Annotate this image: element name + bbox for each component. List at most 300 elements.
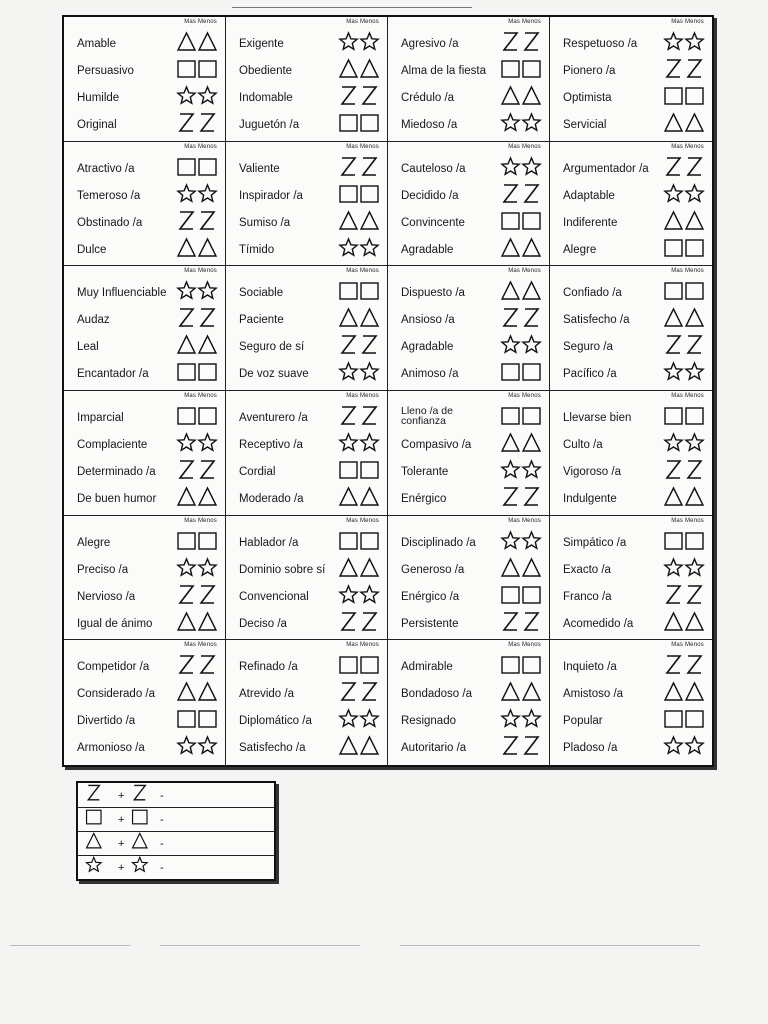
word-group — [550, 17, 712, 141]
question-block — [64, 516, 712, 641]
z-icon[interactable] — [499, 305, 543, 329]
adjective-label: Exacto /a — [563, 563, 611, 576]
question-block — [64, 391, 712, 516]
word-row — [388, 704, 549, 730]
square-icon[interactable] — [499, 652, 543, 676]
word-row — [550, 303, 712, 329]
legend-row — [78, 807, 274, 832]
adjective-label: Encantador /a — [77, 368, 149, 381]
adjective-label: Llevarse bien — [563, 412, 632, 424]
square-icon[interactable] — [499, 56, 543, 80]
mas-menos-header: Mas Menos — [184, 143, 217, 150]
word-row — [64, 553, 225, 579]
z-icon[interactable] — [175, 208, 219, 232]
z-icon[interactable] — [337, 403, 381, 427]
mas-menos-header: Mas Menos — [508, 393, 541, 399]
adjective-label: Diplomático /a — [239, 715, 312, 728]
mas-menos-header: Mas Menos — [671, 19, 704, 25]
word-row — [388, 580, 549, 606]
z-icon[interactable] — [175, 110, 219, 134]
z-icon[interactable] — [499, 29, 543, 53]
square-icon[interactable] — [499, 582, 543, 606]
word-row — [388, 553, 549, 579]
word-row — [388, 428, 549, 454]
word-row — [64, 206, 225, 232]
adjective-label: Sumiso /a — [239, 216, 291, 229]
triangle-icon[interactable] — [662, 609, 706, 633]
mas-menos-header: Mas Menos — [671, 642, 704, 649]
word-row — [226, 357, 387, 383]
word-row — [388, 108, 549, 134]
mas-menos-header: Mas Menos — [671, 268, 704, 275]
adjective-label: Decidido /a — [401, 189, 459, 202]
adjective-label: Convincente — [401, 216, 465, 229]
adjective-label: Animoso /a — [401, 368, 459, 381]
word-row — [64, 650, 225, 676]
svg-text:+: + — [118, 814, 125, 826]
triangle-icon[interactable] — [175, 235, 219, 259]
z-icon[interactable] — [662, 652, 706, 676]
star-icon[interactable] — [499, 457, 543, 481]
word-row — [550, 401, 712, 427]
star-icon[interactable] — [175, 278, 219, 302]
word-row — [64, 677, 225, 703]
word-row — [226, 580, 387, 606]
mas-menos-header: Mas Menos — [184, 19, 217, 25]
adjective-label: Generoso /a — [401, 563, 465, 576]
word-row — [226, 233, 387, 259]
word-row — [226, 428, 387, 454]
triangle-icon[interactable] — [175, 679, 219, 703]
triangle-icon[interactable] — [175, 332, 219, 356]
svg-text:+: + — [118, 862, 125, 874]
adjective-label: Tolerante — [401, 466, 449, 478]
square-icon[interactable] — [175, 528, 219, 552]
triangle-icon[interactable] — [499, 555, 543, 579]
word-row — [64, 704, 225, 730]
word-group — [64, 17, 226, 141]
adjective-label: Vigoroso /a — [563, 466, 621, 478]
adjective-label: Temeroso /a — [77, 189, 141, 202]
adjective-label: Complaciente — [77, 439, 148, 451]
word-row — [64, 401, 225, 427]
adjective-label: Divertido /a — [77, 715, 136, 728]
word-row — [226, 152, 387, 178]
star-icon[interactable] — [499, 706, 543, 730]
word-row — [64, 54, 225, 80]
word-row — [550, 357, 712, 383]
z-icon[interactable] — [175, 305, 219, 329]
mas-menos-header: Mas Menos — [671, 393, 704, 399]
square-icon[interactable] — [337, 457, 381, 481]
legend-row — [78, 831, 274, 856]
adjective-label: Amable — [77, 38, 116, 50]
star-icon[interactable] — [662, 29, 706, 53]
z-icon[interactable] — [337, 154, 381, 178]
word-group — [64, 640, 226, 765]
adjective-label: Disciplinado /a — [401, 536, 476, 549]
z-icon[interactable] — [337, 332, 381, 356]
star-icon[interactable] — [337, 706, 381, 730]
question-block — [64, 142, 712, 267]
word-row — [388, 677, 549, 703]
word-row — [226, 455, 387, 481]
triangle-icon[interactable] — [337, 484, 381, 508]
word-row — [64, 731, 225, 757]
word-group — [550, 391, 712, 515]
z-icon[interactable] — [337, 609, 381, 633]
triangle-icon[interactable] — [662, 679, 706, 703]
star-icon[interactable] — [337, 430, 381, 454]
mas-menos-header: Mas Menos — [184, 517, 217, 524]
word-row — [64, 27, 225, 53]
word-row — [550, 330, 712, 356]
word-row — [388, 206, 549, 232]
triangle-icon[interactable] — [175, 29, 219, 53]
word-row — [388, 650, 549, 676]
square-icon[interactable] — [337, 528, 381, 552]
adjective-label: Indomable — [239, 92, 293, 104]
word-group — [550, 266, 712, 390]
word-row — [388, 152, 549, 178]
word-row — [550, 650, 712, 676]
question-block — [64, 640, 712, 765]
z-icon[interactable] — [337, 679, 381, 703]
adjective-label: Obstinado /a — [77, 216, 143, 229]
word-group — [388, 640, 550, 765]
adjective-label: Seguro de sí — [239, 341, 305, 354]
triangle-icon[interactable] — [175, 484, 219, 508]
z-icon[interactable] — [662, 582, 706, 606]
word-row — [64, 303, 225, 329]
star-icon[interactable] — [337, 359, 381, 383]
word-row — [550, 704, 712, 730]
square-icon[interactable] — [662, 235, 706, 259]
adjective-label: Dominio sobre sí — [239, 563, 326, 576]
mas-menos-header: Mas Menos — [346, 143, 379, 150]
word-row — [64, 108, 225, 134]
adjective-label: Servicial — [563, 119, 607, 131]
z-icon[interactable] — [662, 56, 706, 80]
mas-menos-header: Mas Menos — [346, 393, 379, 399]
star-icon[interactable] — [662, 555, 706, 579]
adjective-label: Franco /a — [563, 590, 612, 603]
word-row — [64, 233, 225, 259]
word-row — [226, 276, 387, 302]
z-icon[interactable] — [499, 733, 543, 757]
square-icon[interactable] — [175, 706, 219, 730]
square-icon[interactable] — [662, 706, 706, 730]
z-icon[interactable] — [175, 582, 219, 606]
adjective-label: Alegre — [77, 536, 111, 549]
word-row — [550, 179, 712, 205]
triangle-icon[interactable] — [499, 679, 543, 703]
survey-grid — [62, 15, 714, 767]
mas-menos-header: Mas Menos — [508, 143, 541, 150]
adjective-label: De buen humor — [77, 493, 157, 505]
word-row — [226, 54, 387, 80]
question-block — [64, 17, 712, 142]
word-row — [64, 81, 225, 107]
star-icon[interactable] — [175, 83, 219, 107]
mas-menos-header: Mas Menos — [346, 517, 379, 524]
word-row — [550, 482, 712, 508]
triangle-icon[interactable] — [662, 110, 706, 134]
word-row — [64, 580, 225, 606]
adjective-label: Aventurero /a — [239, 412, 308, 424]
square-icon[interactable] — [175, 403, 219, 427]
word-row — [388, 357, 549, 383]
legend-box — [76, 781, 276, 881]
triangle-icon[interactable] — [662, 305, 706, 329]
square-icon[interactable] — [662, 528, 706, 552]
square-icon[interactable] — [175, 56, 219, 80]
triangle-icon[interactable] — [499, 83, 543, 107]
triangle-icon[interactable] — [499, 430, 543, 454]
mas-menos-header: Mas Menos — [508, 268, 541, 275]
word-row — [226, 401, 387, 427]
square-icon[interactable] — [175, 359, 219, 383]
word-row — [388, 731, 549, 757]
word-row — [226, 607, 387, 633]
word-group — [64, 142, 226, 266]
triangle-icon[interactable] — [175, 609, 219, 633]
word-group — [388, 516, 550, 640]
square-icon[interactable] — [662, 403, 706, 427]
word-row — [550, 27, 712, 53]
adjective-label: Exigente — [239, 38, 284, 50]
word-row — [550, 731, 712, 757]
word-row — [226, 179, 387, 205]
mas-menos-header: Mas Menos — [671, 143, 704, 150]
scan-line — [400, 945, 700, 946]
word-row — [226, 303, 387, 329]
legend-row — [78, 783, 274, 808]
adjective-label: Seguro /a — [563, 341, 613, 354]
square-icon[interactable] — [337, 181, 381, 205]
square-icon[interactable] — [337, 652, 381, 676]
word-group — [388, 266, 550, 390]
word-row — [550, 206, 712, 232]
word-row — [550, 108, 712, 134]
adjective-label: Paciente — [239, 314, 284, 327]
triangle-icon[interactable] — [662, 484, 706, 508]
word-row — [64, 428, 225, 454]
scan-line — [10, 945, 130, 946]
triangle-icon[interactable] — [499, 278, 543, 302]
word-group — [388, 142, 550, 266]
star-icon[interactable] — [337, 582, 381, 606]
adjective-label: Enérgico /a — [401, 590, 460, 603]
svg-text:-: - — [160, 862, 164, 874]
mas-menos-header: Mas Menos — [508, 517, 541, 524]
triangle-icon[interactable] — [337, 305, 381, 329]
star-icon[interactable] — [175, 430, 219, 454]
square-icon[interactable] — [499, 403, 543, 427]
mas-menos-header: Mas Menos — [671, 517, 704, 524]
star-icon[interactable] — [175, 555, 219, 579]
word-group — [226, 640, 388, 765]
mas-menos-header: Mas Menos — [508, 642, 541, 649]
triangle-icon[interactable] — [337, 733, 381, 757]
scan-line — [160, 945, 360, 946]
star-icon[interactable] — [175, 181, 219, 205]
word-row — [388, 482, 549, 508]
star-icon[interactable] — [499, 528, 543, 552]
adjective-label: Satisfecho /a — [563, 314, 630, 327]
adjective-label: Optimista — [563, 92, 612, 104]
word-row — [226, 526, 387, 552]
adjective-label: Respetuoso /a — [563, 38, 638, 50]
word-row — [388, 81, 549, 107]
word-row — [226, 108, 387, 134]
legend-row — [78, 855, 274, 879]
adjective-label: Imparcial — [77, 412, 124, 424]
triangle-icon[interactable] — [499, 235, 543, 259]
mas-menos-header: Mas Menos — [184, 268, 217, 275]
mas-menos-header: Mas Menos — [346, 19, 379, 25]
svg-text:-: - — [160, 790, 164, 802]
adjective-label: Inspirador /a — [239, 189, 303, 202]
adjective-label: Agresivo /a — [401, 38, 459, 50]
adjective-label: Cauteloso /a — [401, 162, 466, 175]
adjective-label: Agradable — [401, 243, 454, 256]
word-row — [550, 81, 712, 107]
word-row — [550, 276, 712, 302]
svg-text:-: - — [160, 814, 164, 826]
mas-menos-header: Mas Menos — [346, 642, 379, 649]
square-icon[interactable] — [499, 208, 543, 232]
adjective-label: Igual de ánimo — [77, 617, 153, 630]
adjective-label: Refinado /a — [239, 661, 298, 674]
triangle-icon[interactable] — [337, 555, 381, 579]
adjective-label: Hablador /a — [239, 536, 299, 549]
word-group — [388, 17, 550, 141]
adjective-label: Valiente — [239, 162, 280, 175]
word-row — [64, 330, 225, 356]
square-icon[interactable] — [499, 359, 543, 383]
word-row — [226, 27, 387, 53]
adjective-label: Tímido — [239, 243, 275, 256]
z-icon[interactable] — [662, 332, 706, 356]
z-icon[interactable] — [499, 484, 543, 508]
adjective-label: Ansioso /a — [401, 314, 455, 327]
question-block — [64, 266, 712, 391]
z-icon[interactable] — [499, 609, 543, 633]
square-icon[interactable] — [175, 154, 219, 178]
square-icon[interactable] — [662, 278, 706, 302]
triangle-icon — [84, 832, 174, 854]
adjective-label: Armonioso /a — [77, 742, 145, 755]
word-row — [550, 553, 712, 579]
adjective-label: Crédulo /a — [401, 92, 455, 104]
z-icon[interactable] — [175, 457, 219, 481]
star-icon[interactable] — [499, 154, 543, 178]
adjective-label: Nervioso /a — [77, 590, 136, 603]
adjective-label: Considerado /a — [77, 688, 155, 701]
word-group — [64, 516, 226, 640]
word-row — [226, 677, 387, 703]
adjective-label: Original — [77, 119, 117, 131]
star-icon[interactable] — [662, 733, 706, 757]
star-icon[interactable] — [499, 110, 543, 134]
word-row — [550, 428, 712, 454]
mas-menos-header: Mas Menos — [508, 19, 541, 25]
word-row — [550, 455, 712, 481]
z-icon[interactable] — [662, 457, 706, 481]
star-icon[interactable] — [499, 332, 543, 356]
word-group — [64, 391, 226, 515]
word-row — [226, 553, 387, 579]
word-row — [388, 179, 549, 205]
star-icon[interactable] — [337, 29, 381, 53]
adjective-label: Preciso /a — [77, 563, 129, 576]
star-icon[interactable] — [337, 235, 381, 259]
word-row — [388, 303, 549, 329]
adjective-label: Moderado /a — [239, 493, 304, 505]
square-icon[interactable] — [662, 83, 706, 107]
z-icon[interactable] — [175, 652, 219, 676]
adjective-label: Acomedido /a — [563, 617, 634, 630]
adjective-label: Satisfecho /a — [239, 742, 306, 755]
star-icon[interactable] — [662, 181, 706, 205]
word-row — [550, 607, 712, 633]
word-row — [388, 276, 549, 302]
z-icon[interactable] — [499, 181, 543, 205]
adjective-label: Indiferente — [563, 216, 618, 229]
z-icon[interactable] — [337, 83, 381, 107]
word-group — [64, 266, 226, 390]
star-icon[interactable] — [175, 733, 219, 757]
triangle-icon[interactable] — [337, 208, 381, 232]
adjective-label: Dulce — [77, 243, 107, 256]
adjective-label: Alma de la fiesta — [401, 65, 487, 77]
z-icon[interactable] — [662, 154, 706, 178]
adjective-label: Amistoso /a — [563, 688, 624, 701]
adjective-label: Indulgente — [563, 493, 617, 505]
square-icon[interactable] — [337, 278, 381, 302]
adjective-label: Dispuesto /a — [401, 287, 465, 300]
adjective-label: Receptivo /a — [239, 439, 303, 451]
word-row — [226, 482, 387, 508]
z-icon — [84, 784, 174, 806]
star-icon[interactable] — [662, 430, 706, 454]
word-group — [226, 142, 388, 266]
word-group — [388, 391, 550, 515]
adjective-label: Bondadoso /a — [401, 688, 472, 701]
adjective-label: Persistente — [401, 617, 459, 630]
square-icon[interactable] — [337, 110, 381, 134]
mas-menos-header: Mas Menos — [184, 642, 217, 649]
adjective-label: Deciso /a — [239, 617, 287, 630]
adjective-label: Simpático /a — [563, 536, 627, 549]
adjective-label: Autoritario /a — [401, 742, 467, 755]
adjective-label: Persuasivo — [77, 65, 134, 77]
triangle-icon[interactable] — [337, 56, 381, 80]
star-icon[interactable] — [662, 359, 706, 383]
adjective-label: Argumentador /a — [563, 162, 649, 175]
word-group — [550, 142, 712, 266]
mas-menos-header: Mas Menos — [184, 393, 217, 399]
word-row — [388, 401, 549, 427]
adjective-label: Adaptable — [563, 189, 615, 202]
adjective-label: Miedoso /a — [401, 119, 458, 131]
word-row — [388, 330, 549, 356]
triangle-icon[interactable] — [662, 208, 706, 232]
adjective-label: Muy Influenciable — [77, 287, 167, 300]
word-row — [226, 330, 387, 356]
word-group — [226, 17, 388, 141]
